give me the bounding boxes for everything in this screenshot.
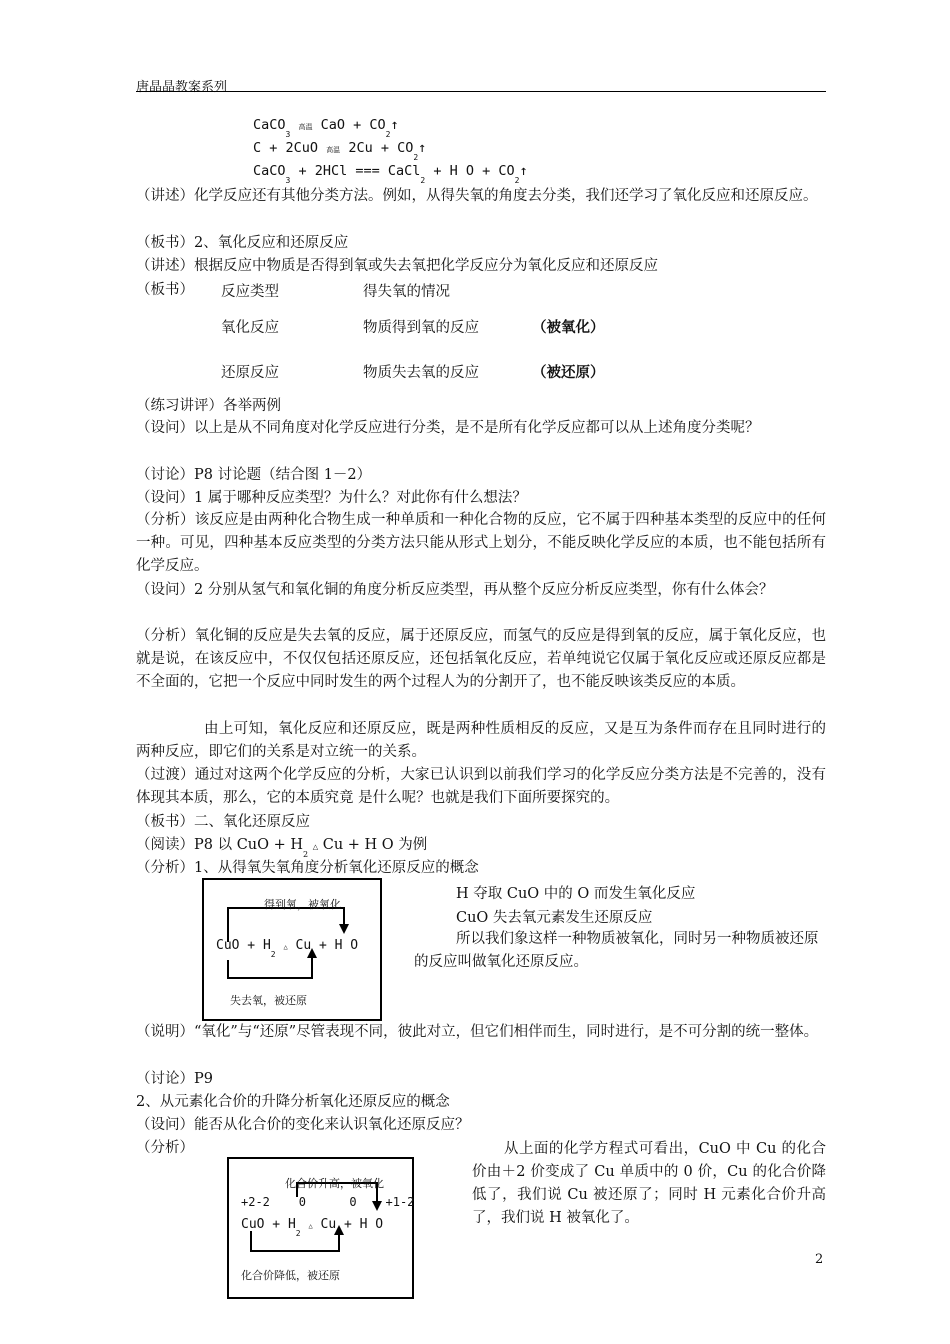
explain-redox-definition: 所以我们象这样一种物质被氧化，同时另一种物质被还原的反应叫做氧化还原反应。 (414, 931, 819, 970)
discussion-p9: （讨论）P9 (136, 1071, 213, 1087)
equation-2: C + 2CuO 高温 $2Cu + CO_2↑$ (253, 140, 427, 162)
question-4: （设问）能否从化合价的变化来认识氧化还原反应？ (136, 1117, 470, 1133)
equation-3: CaCO$_3$ + 2HCl === CaCl$_2$ + H $O + CO_2↑$ (253, 163, 528, 185)
discussion-p8: （讨论）P8 讨论题（结合图 1－2） (136, 467, 372, 483)
table-row-oxidation-type: 氧化反应 (221, 320, 279, 336)
analysis-2: （分析）氧化铜的反应是失去氧的反应，属于还原反应，而氢气的反应是得到氧的反应，属于氧化反应，也就是说，在该反应中，不仅仅包括还原反应，还包括氧化反应，若单纯说它仅属于氧化反应或还原反应都是不全面的，它把一个反应中同时发生的两个过程人为的分割开了，也不能反映该类反应的本质。 (136, 628, 826, 690)
paragraph-narrate-1: （讲述）化学反应还有其他分类方法。例如，从得失氧的角度去分类，我们还学习了氧化反应和还原反应。 (136, 188, 818, 204)
narrate-2: （讲述）根据反应中物质是否得到氧或失去氧把化学反应分为氧化反应和还原反应 (136, 258, 658, 274)
equation-1: CaCO$_3$ 高温 CaO + $CO_2↑$ (253, 117, 399, 139)
box2-equation: CuO + $H_2$ △ Cu + H O (241, 1217, 384, 1238)
explain-h2-oxidized: H 夺取 CuO 中的 O 而发生氧化反应 (456, 886, 696, 902)
redox-diagram-oxygen (202, 878, 382, 1021)
board-heading-redox: （板书）二、氧化还原反应 (136, 814, 310, 830)
transition-paragraph: （过渡）通过对这两个化学反应的分析，大家已认识到以前我们学习的化学反应分类方法是不完善的，没有体现其本质，那么，它的本质究竟 是什么呢？也就是我们下面所要探究的。 (136, 767, 826, 806)
box1-equation: CuO + $H_2$ △ Cu + H O (216, 938, 359, 959)
box2-bottom-label: 化合价降低，被还原 (241, 1269, 340, 1282)
box2-top-label: 化合价升高，被氧化 (285, 1177, 384, 1190)
redox-diagram-valence (227, 1157, 414, 1299)
note-paragraph: （说明）“氧化”与“还原”尽管表现不同，彼此对立，但它们相伴而生，同时进行，是不可分割的统一整体。 (136, 1024, 819, 1040)
analysis-heading-1: （分析）1、从得氧失氧角度分析氧化还原反应的概念 (136, 860, 479, 876)
table-row-oxidation-desc: 物质得到氧的反应 (363, 320, 479, 336)
analysis-label: （分析） (136, 1140, 194, 1156)
table-row-reduction-desc: 物质失去氧的反应 (363, 365, 479, 381)
table-row-reduction-note: （被还原） (532, 365, 605, 381)
box2-valences: +2-2 0 0 +1-2 (241, 1195, 415, 1209)
practice-review: （练习讲评）各举两例 (136, 398, 281, 414)
explain-valence: 从上面的化学方程式可看出，CuO 中 Cu 的化合价由＋2 价变成了 Cu 单质中的 0 价，Cu 的化合价降低了，我们说 Cu 被还原了；同时 H 元素化合价升高了，我们说 H 被氧化了。 (472, 1141, 826, 1226)
reading-line: （阅读）P8 以 CuO + $H_2$ △ Cu + H O 为例 (136, 837, 428, 859)
analysis-1: （分析）该反应是由两种化合物生成一种单质和一种化合物的反应，它不属于四种基本类型的反应中的任何一种。可见，四种基本反应类型的分类方法只能从形式上划分，不能反映化学反应的本质，也不能包括所有化学反应。 (136, 512, 826, 574)
question-1: （设问）以上是从不同角度对化学反应进行分类，是不是所有化学反应都可以从上述角度分类呢？ (136, 420, 760, 436)
board-label: （板书） (136, 282, 194, 298)
question-3: （设问）2 分别从氢气和氧化铜的角度分析反应类型，再从整个反应分析反应类型，你有什么体会？ (136, 582, 774, 598)
box1-top-label: 得到氧，被氧化 (264, 898, 341, 911)
table-header-oxygen: 得失氧的情况 (363, 284, 450, 300)
explain-cuo-reduced: CuO 失去氧元素发生还原反应 (456, 910, 653, 926)
box1-bottom-label: 失去氧，被还原 (230, 994, 307, 1007)
table-header-type: 反应类型 (221, 284, 279, 300)
table-row-reduction-type: 还原反应 (221, 365, 279, 381)
table-row-oxidation-note: （被氧化） (532, 320, 605, 336)
page-number: 2 (815, 1252, 824, 1267)
page-header: 唐晶晶教案系列 (136, 80, 228, 95)
analysis-heading-2: 2、从元素化合价的升降分析氧化还原反应的概念 (136, 1094, 450, 1110)
header-rule (136, 91, 826, 92)
board-heading-2: （板书）2、氧化反应和还原反应 (136, 235, 349, 251)
conclusion-paragraph: 由上可知，氧化反应和还原反应，既是两种性质相反的反应，又是互为条件而存在且同时进行的两种反应，即它们的关系是对立统一的关系。 (136, 721, 826, 760)
question-2: （设问）1 属于哪种反应类型？为什么？对此你有什么想法？ (136, 490, 527, 506)
